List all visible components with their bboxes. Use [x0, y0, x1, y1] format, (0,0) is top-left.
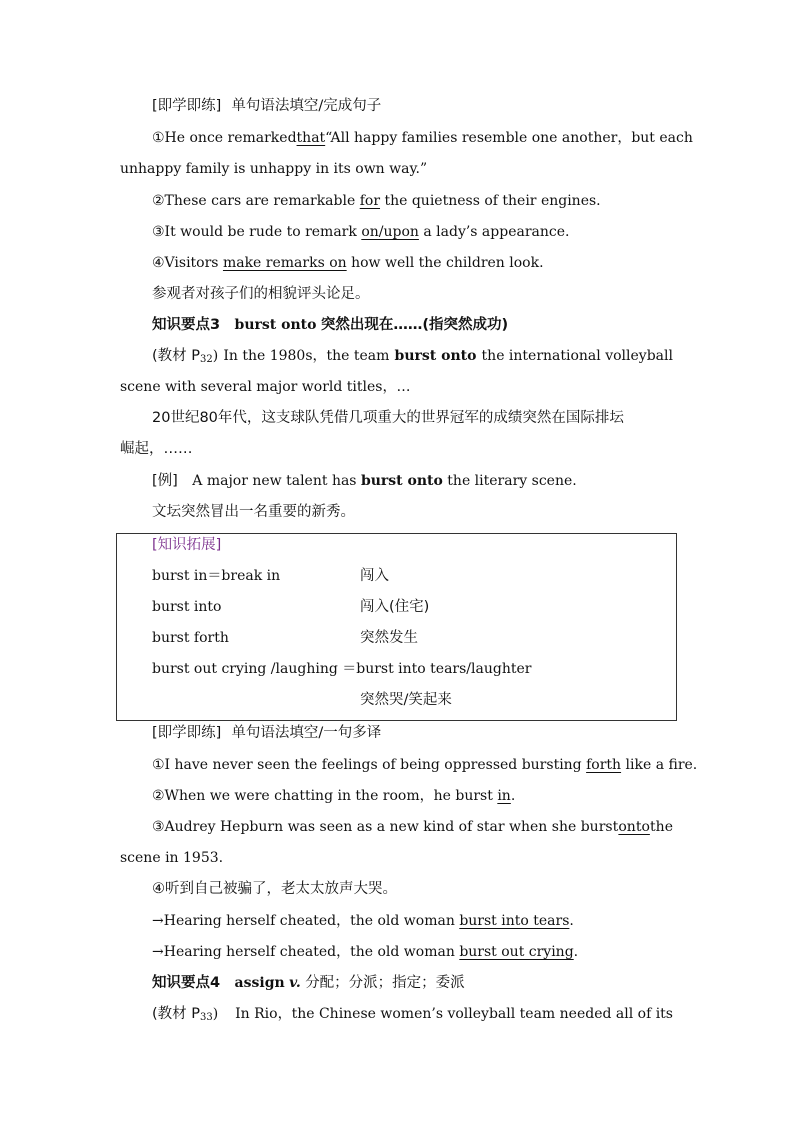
expansion-phrase: burst forth	[152, 630, 229, 646]
exercise-4-prompt: ④听到自己被骗了，老太太放声大哭。	[152, 881, 397, 897]
expansion-phrase: burst out crying /laughing ＝burst into tears/laughter	[152, 661, 532, 677]
exercise-1-line-1: ①He once remarked that “All happy families resemble one another，but each	[152, 130, 693, 146]
expansion-meaning: 突然发生	[360, 630, 418, 646]
answer-blank: for	[359, 193, 381, 209]
exercise-1: ①I have never seen the feelings of being oppressed bursting forth like a fire.	[152, 757, 698, 773]
answer-blank: burst out crying	[459, 944, 574, 960]
translation-line-1: 20世纪80年代，这支球队凭借几项重大的世界冠军的成绩突然在国际排坛	[152, 410, 624, 426]
example-sentence: [例] A major new talent has burst onto the literary scene.	[152, 473, 577, 489]
exercise-2: ②When we were chatting in the room，he burst in.	[152, 788, 516, 804]
textbook-example-line-2: scene with several major world titles，…	[120, 379, 411, 395]
expansion-meaning: 突然哭/笑起来	[360, 692, 452, 708]
exercise-4: ④Visitors make remarks on how well the children look.	[152, 255, 544, 271]
expansion-phrase: burst into	[152, 599, 222, 615]
exercise-2: ②These cars are remarkable for the quietness of their engines.	[152, 193, 601, 209]
exercise-4-translation: 参观者对孩子们的相貌评头论足。	[152, 286, 370, 302]
answer-blank: in	[497, 788, 511, 804]
exercise-3-line-2: scene in 1953.	[120, 850, 224, 866]
exercise-4-answer-b: →Hearing herself cheated，the old woman burst out crying.	[152, 944, 579, 960]
answer-blank: burst into tears	[459, 913, 570, 929]
exercise-3-line-1: ③Audrey Hepburn was seen as a new kind of star when she burst onto the	[152, 819, 673, 835]
exercise-4-answer-a: →Hearing herself cheated，the old woman burst into tears.	[152, 913, 574, 929]
answer-blank: that	[296, 130, 326, 146]
exercise-1-line-2: unhappy family is unhappy in its own way.”	[120, 161, 428, 177]
expansion-meaning: 闯入	[360, 568, 389, 584]
exercise-3: ③It would be rude to remark on/upon a lady’s appearance.	[152, 224, 570, 240]
answer-blank: forth	[586, 757, 622, 773]
answer-blank: make remarks on	[222, 255, 347, 271]
knowledge-point-heading: 知识要点3 burst onto 突然出现在……(指突然成功)	[152, 317, 509, 333]
textbook-source: (教材 $P_{32}$)	[152, 348, 219, 365]
answer-blank: onto	[618, 819, 650, 835]
expansion-title: [知识拓展]	[152, 537, 222, 553]
section-heading: [即学即练] 单句语法填空/一句多译	[152, 725, 382, 741]
textbook-example-line-1: (教材 $P_{33}$) In Rio，the Chinese women’s volleyball team needed all of its	[152, 1004, 673, 1028]
expansion-meaning: 闯入(住宅)	[360, 599, 430, 615]
example-translation: 文坛突然冒出一名重要的新秀。	[152, 504, 355, 520]
expansion-phrase: burst in＝break in	[152, 568, 281, 584]
answer-blank: on/upon	[361, 224, 419, 240]
textbook-source: (教材 $P_{33}$)	[152, 1006, 219, 1023]
section-heading: [即学即练] 单句语法填空/完成句子	[152, 98, 382, 114]
translation-line-2: 崛起，……	[120, 441, 193, 457]
textbook-example-line-1: (教材 $P_{32}$) In the 1980s，the team burst onto the international volleyball	[152, 346, 673, 370]
knowledge-point-heading: 知识要点4 assign v. 分配；分派；指定；委派	[152, 975, 465, 991]
